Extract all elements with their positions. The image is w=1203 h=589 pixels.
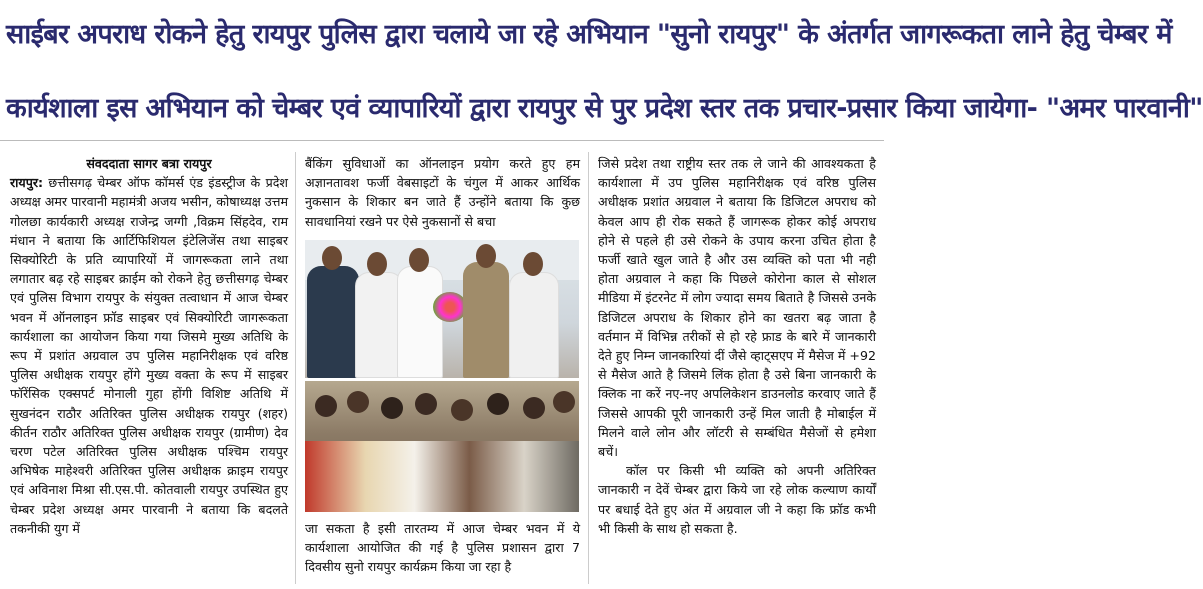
dateline: रायपुर: xyxy=(10,175,44,191)
audience-front-row xyxy=(305,441,579,512)
column-1-text: छत्तीसगढ़ चेम्बर ऑफ कॉमर्स एंड इंडस्ट्रीज के प्रदेश अध्यक्ष अमर पारवानी महामंत्री अजय भसीन, कोषाध्यक्ष उत्तम गोलछा कार्यकारी अध्यक्ष राजेन्द्र जग्गी ,विक्रम सिंहदेव, राम मंधान ने बताया कि आर्टिफिशियल इंटेलिजेंस तथा साइबर सिक्योरिटी के प्रति व्यापारियों में जागरूकता लाने तथा लगातार बढ़ रहे साइबर क्राईम को रोकने हेतु छत्तीसगढ़ चेम्बर एवं पुलिस विभाग रायपुर के संयुक्त तत्वाधान में आज चेम्बर भवन में ऑनलाइन फ्रॉड साइबर एवं सिक्योरिटी जागरूकता कार्यशाला का आयोजन किया गया जिसमे मुख्य अतिथि के रूप में प्रशांत अग्रवाल उप पुलिस महानिरीक्षक एवं वरिष्ठ पुलिस अधीक्षक रायपुर होंगे मुख्य वक्ता के रूप में साइबर फॉरेंसिक एक्सपर्ट मोनाली गुहा होंगी विशिष्ट अतिथि में सुखनंदन राठौर अतिरिक्त पुलिस अधीक्षक रायपुर (शहर) कीर्तन राठौर अतिरिक्त पुलिस अधीक्षक रायपुर (ग्रामीण) देव चरण पटेल अतिरिक्त पुलिस अधीक्षक पश्चिम रायपुर अभिषेक माहेश्वरी अतिरिक्त पुलिस अधीक्षक क्राइम रायपुर एवं अविनाश मिश्रा सी.एस.पी. कोतवाली रायपुर उपस्थित हुए चेम्बर प्रदेश अध्यक्ष अमर पारवानी ने बताया कि बदलते तकनीकी युग में xyxy=(10,175,288,536)
article-column-2-bottom: जा सकता है इसी तारतम्य में आज चेम्बर भवन में ये कार्यशाला आयोजित की गई है पुलिस प्रशासन द्वारा 7 दिवसीय सुनो रायपुर कार्यक्रम किया जा रहा है xyxy=(305,521,580,575)
audience-member xyxy=(347,391,369,413)
column-divider-2 xyxy=(588,152,589,584)
person-head xyxy=(367,252,387,276)
column-3-paragraph-1: जिसे प्रदेश तथा राष्ट्रीय स्तर तक ले जाने की आवश्यकता है कार्यशाला में उप पुलिस महानिरीक्षक एवं वरिष्ठ पुलिस अधीक्षक प्रशांत अग्रवाल ने बताया कि डिजिटल अपराध को केवल आप ही रोक सकते हैं जागरूक होकर कोई अपराध होने से पहले ही उसे रोकने के उपाय करना उचित होता है फर्जी खाते खुल जाते है और उस व्यक्ति को पता भी नही होता अग्रवाल ने कहा कि पिछले कोरोना काल से सोशल मीडिया में इंटरनेट में लोग ज्यादा समय बिताते है जिससे उनके डिजिटल अपराध के शिकार होने का खतरा बढ़ जाता है वर्तमान में विभिन्न तरीकों से हो रहे फ्राड के बारे में जानकारी देते हुए निम्न जानकारियां दीं जैसे व्हाट्सएप में मैसेज में +92 से मैसेज आते है जिसमे लिंक होता है उसे बिना जानकारी के क्लिक ना करें नए-नए अपलिकेशन डाउनलोड करवाए जाते हैं जिससे आपकी पूरी जानकारी उन्हें मिल जाती है मोबाईल में मिलने वाले लोन और लॉटरी से सम्बंधित मैसेजों से हमेशा बचें। xyxy=(598,156,876,460)
column-3-paragraph-2: कॉल पर किसी भी व्यक्ति को अपनी अतिरिक्त जानकारी न देवें चेम्बर द्वारा किये जा रहे लोक कल्याण कार्यों पर बधाई देते हुए अंत में अग्रवाल जी ने कहा कि फ्रॉड कभी भी किसी के साथ हो सकता है. xyxy=(598,463,876,536)
article-column-2-top: बैंकिंग सुविधाओं का ऑनलाइन प्रयोग करते हुए हम अज्ञानतावश फर्जी वेबसाइटों के चंगुल में आकर आर्थिक नुकसान के शिकार बन जाते हैं उन्होंने बताया कि कुछ सावधानियां रखने पर ऐसे नुकसानों से बचा xyxy=(305,156,580,229)
person-figure xyxy=(355,272,403,378)
audience-member xyxy=(487,393,509,415)
felicitation-photo xyxy=(305,240,579,378)
police-officer-figure xyxy=(463,262,509,378)
headline-line-2: कार्यशाला इस अभियान को चेम्बर एवं व्यापारियों द्वारा रायपुर से पुर प्रदेश स्तर तक प्रचार-प्रसार किया जायेगा- "अमर पारवानी" xyxy=(6,93,1203,124)
audience-member xyxy=(381,397,403,419)
bouquet-graphic xyxy=(433,292,467,322)
audience-member xyxy=(523,397,545,419)
person-head xyxy=(409,248,429,272)
headline-line-1: साईबर अपराध रोकने हेतु रायपुर पुलिस द्वारा चलाये जा रहे अभियान "सुनो रायपुर" के अंतर्गत जागरूकता लाने हेतु चेम्बर में xyxy=(6,19,1172,50)
audience-member xyxy=(553,391,575,413)
audience-member xyxy=(451,399,473,421)
article-column-1 xyxy=(10,154,288,586)
person-head xyxy=(523,252,543,276)
person-figure xyxy=(397,266,443,378)
headline-divider xyxy=(0,140,884,141)
audience-member xyxy=(415,393,437,415)
byline: संवददाता सागर बत्रा रायपुर xyxy=(86,156,212,171)
person-figure xyxy=(307,266,359,378)
article-column-3 xyxy=(598,154,876,586)
person-figure xyxy=(509,272,559,378)
person-head xyxy=(322,246,342,270)
column-divider-1 xyxy=(295,152,296,584)
person-head xyxy=(476,244,496,268)
audience-photo xyxy=(305,381,579,512)
audience-member xyxy=(315,395,337,417)
